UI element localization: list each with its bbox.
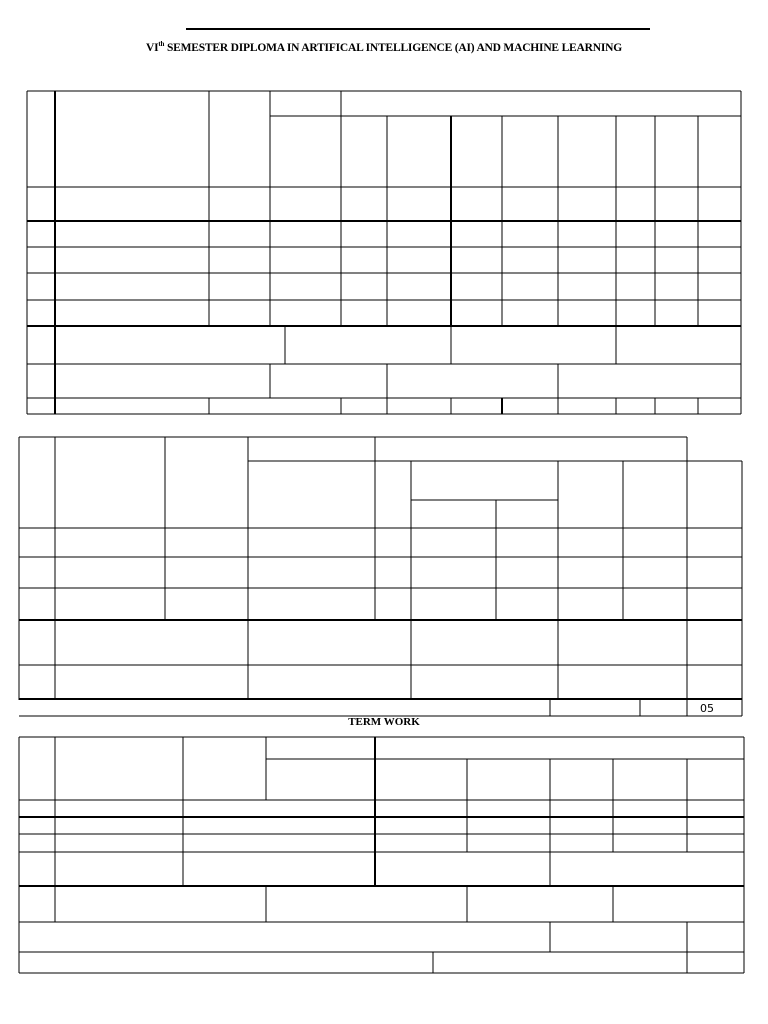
- title-sup: th: [158, 40, 165, 48]
- title-prefix: VI: [146, 41, 159, 54]
- term-work-heading: TERM WORK: [348, 716, 420, 728]
- table2-cell-value: 05: [700, 702, 714, 715]
- title-main: SEMESTER DIPLOMA IN ARTIFICAL INTELLIGENCE (AI) AND MACHINE LEARNING: [166, 41, 622, 54]
